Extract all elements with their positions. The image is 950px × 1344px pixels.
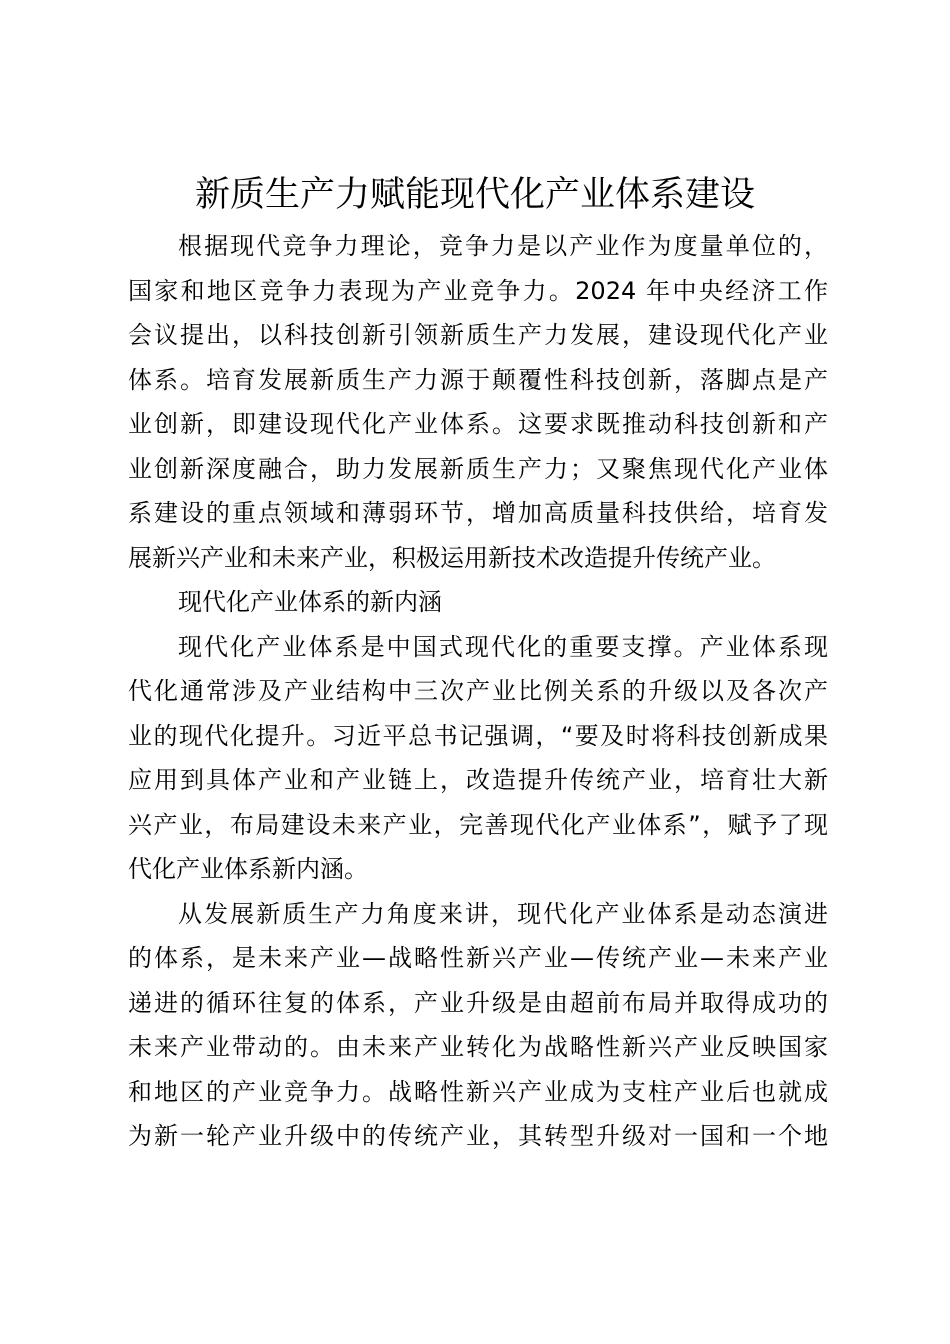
text-line: 应用到具体产业和产业链上，改造提升传统产业，培育壮大新 bbox=[128, 766, 828, 794]
text-line: 兴产业，布局建设未来产业，完善现代化产业体系”，赋予了现 bbox=[128, 810, 828, 839]
paragraph-connotation bbox=[128, 625, 828, 892]
text-line: 代化产业体系新内涵。 bbox=[128, 855, 368, 883]
text-line: 和地区的产业竞争力。战略性新兴产业成为支柱产业后也就成 bbox=[128, 1077, 828, 1106]
paragraph-dynamic-system bbox=[128, 892, 828, 1159]
text-line: 系建设的重点领域和薄弱环节，增加高质量科技供给，培育发 bbox=[128, 499, 828, 527]
text-line: 未来产业带动的。由未来产业转化为战略性新兴产业反映国家 bbox=[128, 1033, 828, 1061]
paragraph-intro bbox=[128, 224, 828, 580]
text-line: 业创新，即建设现代化产业体系。这要求既推动科技创新和产 bbox=[128, 410, 828, 438]
text-line: 代化通常涉及产业结构中三次产业比例关系的升级以及各次产 bbox=[128, 677, 828, 705]
text-line: 会议提出，以科技创新引领新质生产力发展，建设现代化产业 bbox=[128, 321, 828, 349]
text-line: 从发展新质生产力角度来讲，现代化产业体系是动态演进 bbox=[178, 899, 828, 928]
text-line: 国家和地区竞争力表现为产业竞争力。2024 年中央经济工作 bbox=[128, 276, 828, 305]
document-title: 新质生产力赋能现代化产业体系建设 bbox=[194, 175, 755, 215]
text-line: 业的现代化提升。习近平总书记强调，“要及时将科技创新成果 bbox=[128, 721, 828, 750]
text-line: 体系。培育发展新质生产力源于颠覆性科技创新，落脚点是产 bbox=[128, 365, 828, 394]
section-heading-text: 现代化产业体系的新内涵 bbox=[178, 588, 442, 616]
text-line: 为新一轮产业升级中的传统产业，其转型升级对一国和一个地 bbox=[128, 1122, 828, 1150]
text-line: 根据现代竞争力理论，竞争力是以产业作为度量单位的， bbox=[178, 232, 828, 260]
text-line: 递进的循环往复的体系，产业升级是由超前布局并取得成功的 bbox=[128, 988, 828, 1017]
text-line: 业创新深度融合，助力发展新质生产力；又聚焦现代化产业体 bbox=[128, 454, 828, 483]
text-line: 现代化产业体系是中国式现代化的重要支撑。产业体系现 bbox=[178, 632, 828, 661]
section-heading bbox=[128, 580, 828, 625]
text-line: 的体系，是未来产业—战略性新兴产业—传统产业—未来产业 bbox=[128, 944, 828, 972]
text-line: 展新兴产业和未来产业，积极运用新技术改造提升传统产业。 bbox=[128, 543, 776, 572]
document-body bbox=[128, 224, 828, 1159]
